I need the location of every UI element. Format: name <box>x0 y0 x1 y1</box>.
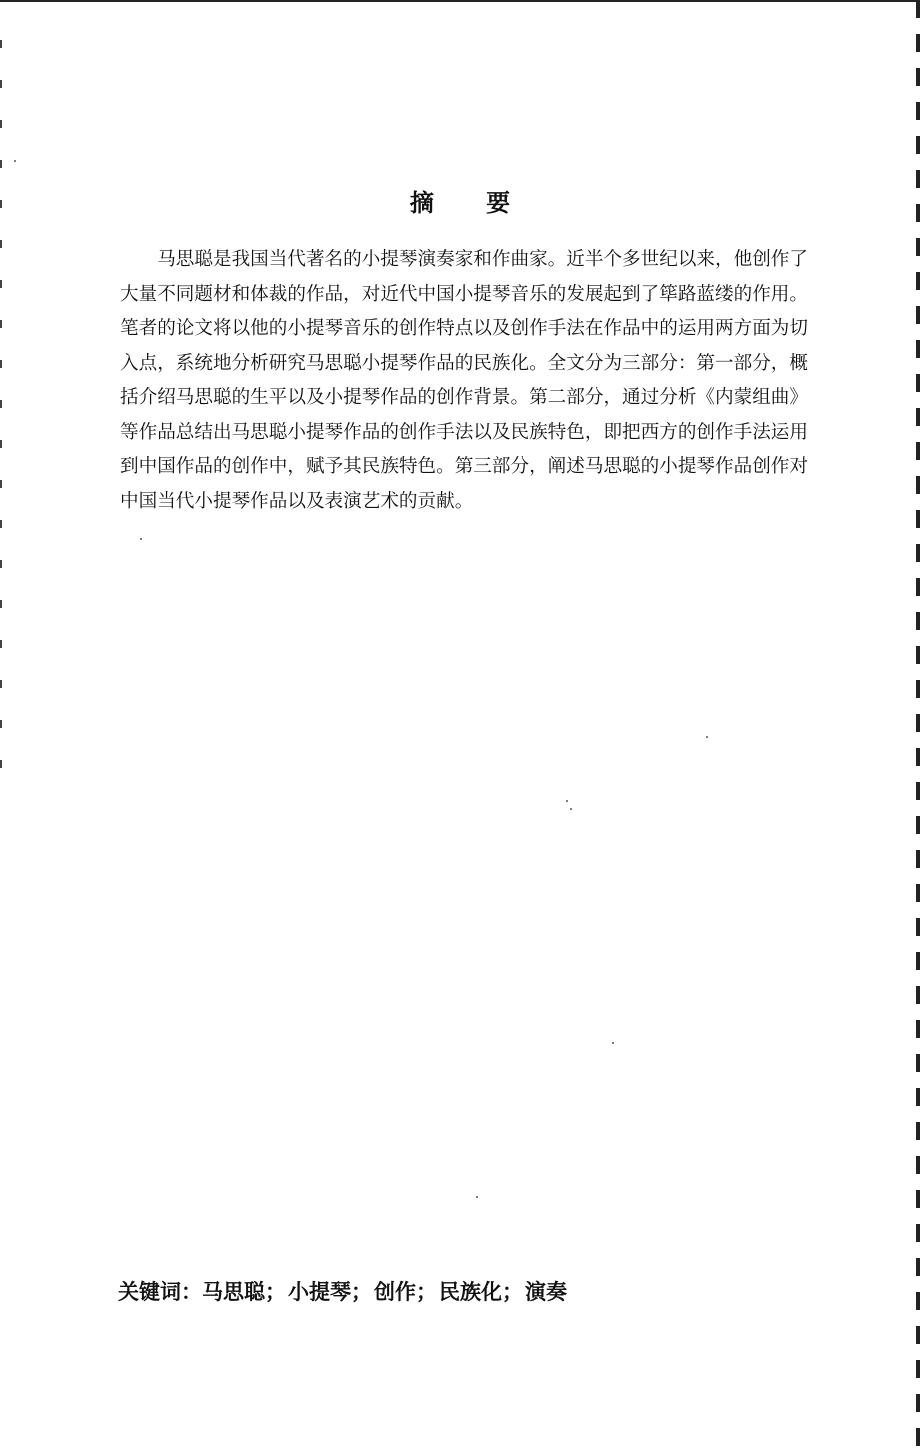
keyword-separator: ； <box>502 1280 523 1304</box>
keyword-item: 演奏 <box>525 1280 567 1304</box>
scan-speck <box>566 800 568 802</box>
keyword-item: 马思聪 <box>202 1280 265 1304</box>
abstract-paragraph: 马思聪是我国当代著名的小提琴演奏家和作曲家。近半个多世纪以来，他创作了大量不同题材和体裁的作品，对近代中国小提琴音乐的发展起到了筚路蓝缕的作用。笔者的论文将以他的小提琴音乐的创作特点以及创作手法在作品中的运用两方面为切入点，系统地分析研究马思聪小提琴作品的民族化。全文分为三部分：第一部分，概括介绍马思聪的生平以及小提琴作品的创作背景。第二部分，通过分析《内蒙组曲》等作品总结出马思聪小提琴作品的创作手法以及民族特色，即把西方的创作手法运用到中国作品的创作中，赋予其民族特色。第三部分，阐述马思聪的小提琴作品创作对中国当代小提琴作品以及表演艺术的贡献。 <box>120 249 808 512</box>
scan-speck <box>476 1196 478 1198</box>
page-top-border <box>0 0 920 2</box>
scan-speck <box>612 1042 614 1044</box>
keywords-label: 关键词： <box>118 1280 202 1304</box>
keyword-separator: ； <box>351 1280 372 1304</box>
scan-speck <box>706 736 708 738</box>
keyword-item: 小提琴 <box>288 1280 351 1304</box>
keyword-item: 民族化 <box>439 1280 502 1304</box>
keyword-separator: ； <box>265 1280 286 1304</box>
keywords-line <box>118 1276 818 1306</box>
keyword-item: 创作 <box>374 1280 416 1304</box>
scan-speck <box>14 160 16 162</box>
scan-speck <box>140 538 142 540</box>
keyword-separator: ； <box>416 1280 437 1304</box>
page-title: 摘 要 <box>409 189 533 217</box>
scan-speck <box>570 808 572 810</box>
scan-left-edge <box>0 40 2 780</box>
